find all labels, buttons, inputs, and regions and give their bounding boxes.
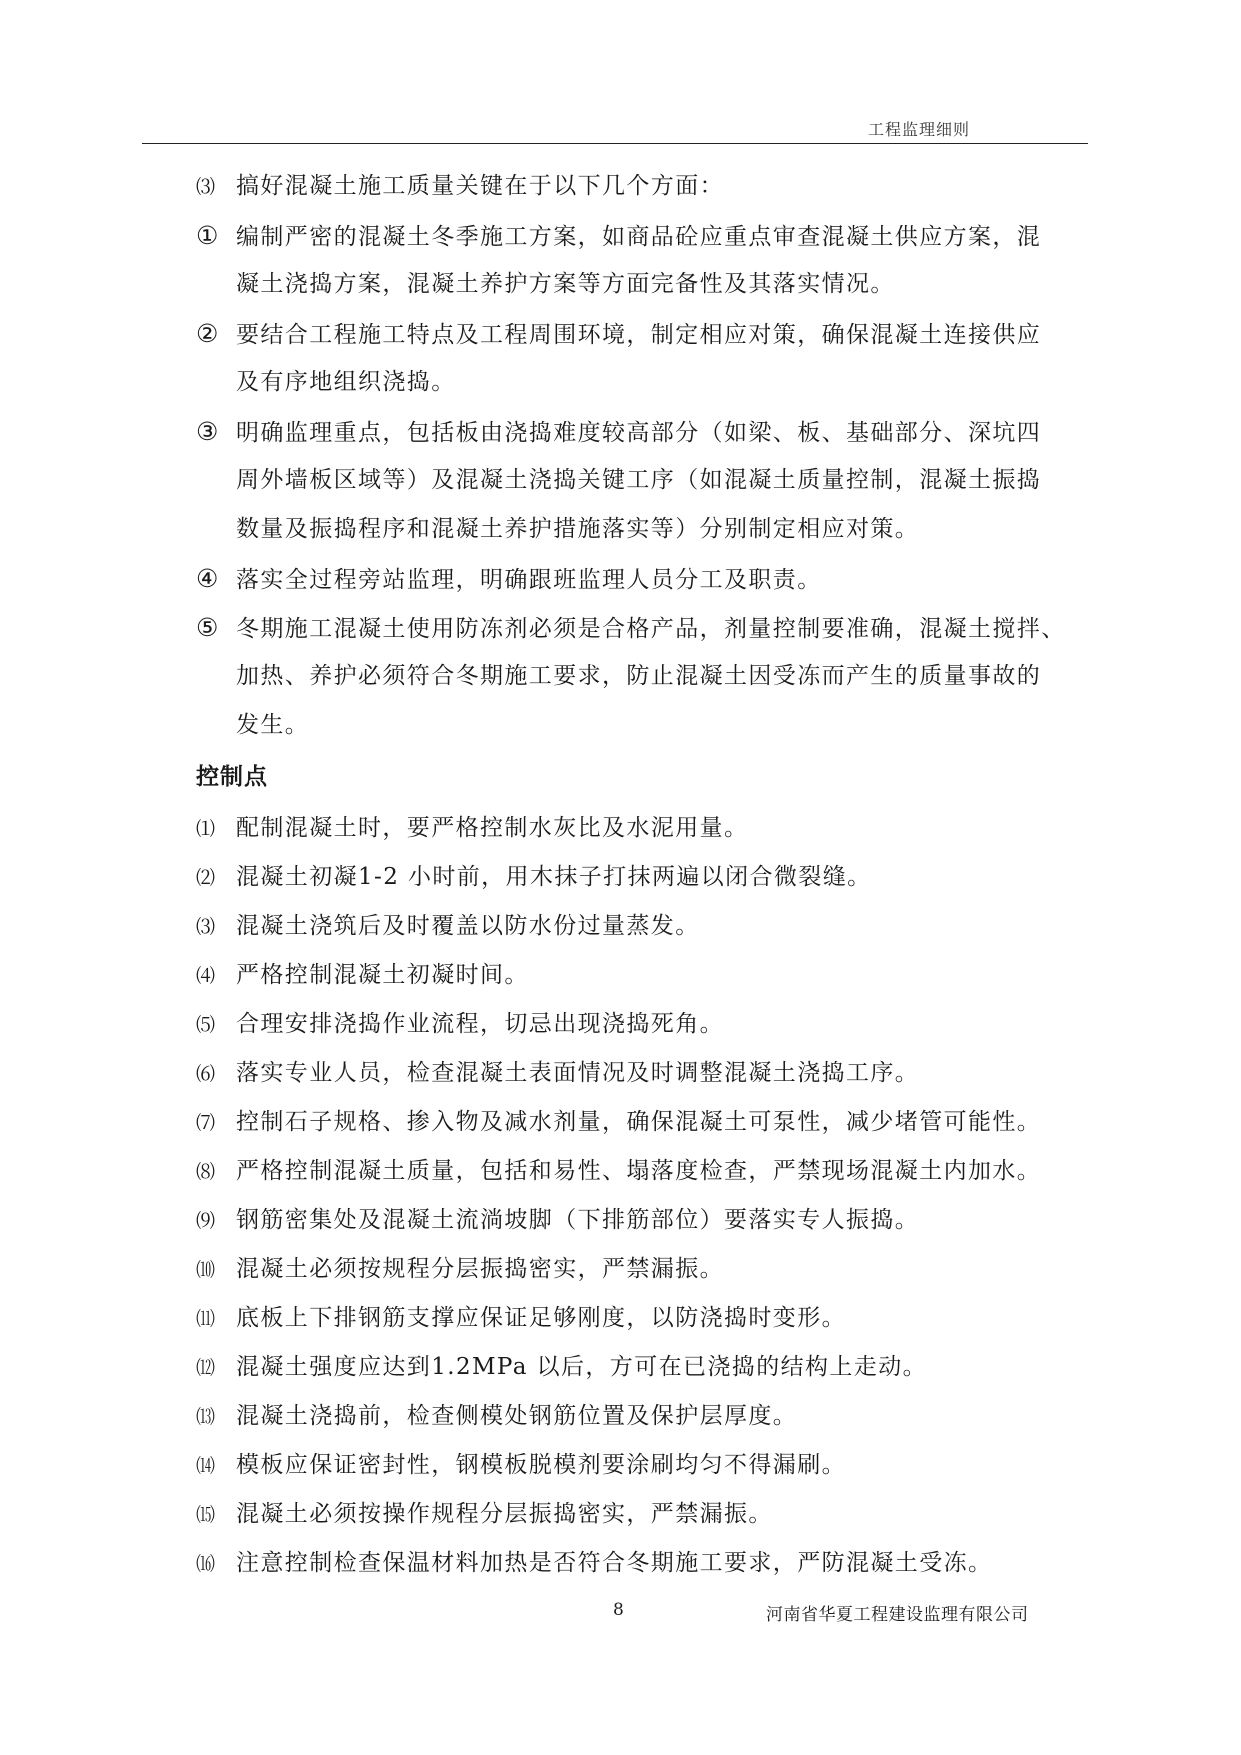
control-item <box>196 1098 1096 1147</box>
control-item <box>196 902 1096 951</box>
point-3 <box>196 407 1096 554</box>
control-text: 落实专业人员，检查混凝土表面情况及时调整混凝土浇捣工序。 <box>236 1060 920 1086</box>
point-number: ① <box>196 221 219 250</box>
control-item <box>196 1245 1096 1294</box>
control-text: 合理安排浇捣作业流程，切忌出现浇捣死角。 <box>236 1011 724 1037</box>
point-1 <box>196 211 1096 309</box>
point-number: ④ <box>196 564 219 593</box>
control-text: 混凝土强度应达到1.2MPa 以后，方可在已浇捣的结构上走动。 <box>236 1354 927 1380</box>
control-item <box>196 1294 1096 1343</box>
control-text: 严格控制混凝土初凝时间。 <box>236 962 529 988</box>
point-text: 编制严密的混凝土冬季施工方案，如商品砼应重点审查混凝土供应方案，混 <box>236 224 1042 250</box>
page-number: 8 <box>613 1600 624 1620</box>
control-item <box>196 1147 1096 1196</box>
control-number: ⑽ <box>196 1259 216 1281</box>
control-text: 混凝土浇筑后及时覆盖以防水份过量蒸发。 <box>236 913 700 939</box>
footer-company: 河南省华夏工程建设监理有限公司 <box>766 1605 1029 1625</box>
point-text: 加热、养护必须符合冬期施工要求，防止混凝土因受冻而产生的质量事故的 <box>236 663 1042 689</box>
control-number: ⑷ <box>196 965 216 987</box>
control-item <box>196 853 1096 902</box>
header-title: 工程监理细则 <box>868 120 971 139</box>
section-title: 控制点 <box>196 764 268 790</box>
control-text: 混凝土必须按规程分层振捣密实，严禁漏振。 <box>236 1256 724 1282</box>
control-text: 混凝土浇捣前，检查侧模处钢筋位置及保护层厚度。 <box>236 1403 798 1429</box>
point-5 <box>196 603 1096 750</box>
control-number: ⒃ <box>196 1553 216 1575</box>
control-number: ⑴ <box>196 818 216 840</box>
point-number: ⑤ <box>196 613 219 642</box>
control-item <box>196 1000 1096 1049</box>
intro-number: ⑶ <box>196 176 216 198</box>
page-content <box>196 160 1096 1588</box>
intro-text: 搞好混凝土施工质量关键在于以下几个方面： <box>236 173 724 199</box>
header-rule <box>142 143 1088 144</box>
point-text: 发生。 <box>236 712 310 738</box>
point-text: 数量及振捣程序和混凝土养护措施落实等）分别制定相应对策。 <box>236 516 920 542</box>
point-text: 要结合工程施工特点及工程周围环境，制定相应对策，确保混凝土连接供应 <box>236 322 1042 348</box>
point-text: 明确监理重点，包括板由浇捣难度较高部分（如梁、板、基础部分、深坑四 <box>236 420 1042 446</box>
control-item <box>196 1049 1096 1098</box>
point-text: 及有序地组织浇捣。 <box>236 369 456 395</box>
point-number: ② <box>196 319 219 348</box>
point-text: 冬期施工混凝土使用防冻剂必须是合格产品，剂量控制要准确，混凝土搅拌、 <box>236 616 1066 642</box>
control-number: ⑹ <box>196 1063 216 1085</box>
control-list <box>196 804 1096 1588</box>
control-item <box>196 951 1096 1000</box>
control-number: ⑿ <box>196 1357 216 1379</box>
point-2 <box>196 309 1096 407</box>
intro-line <box>196 160 1096 211</box>
point-4 <box>196 554 1096 603</box>
control-text: 钢筋密集处及混凝土流淌坡脚（下排筋部位）要落实专人振捣。 <box>236 1207 920 1233</box>
control-text: 配制混凝土时，要严格控制水灰比及水泥用量。 <box>236 815 749 841</box>
point-text: 周外墙板区域等）及混凝土浇捣关键工序（如混凝土质量控制，混凝土振捣 <box>236 467 1042 493</box>
control-number: ⑸ <box>196 1014 216 1036</box>
control-text: 混凝土必须按操作规程分层振捣密实，严禁漏振。 <box>236 1501 773 1527</box>
control-text: 控制石子规格、掺入物及减水剂量，确保混凝土可泵性，减少堵管可能性。 <box>236 1109 1042 1135</box>
point-number: ③ <box>196 417 219 446</box>
control-number: ⑾ <box>196 1308 216 1330</box>
control-text: 严格控制混凝土质量，包括和易性、塌落度检查，严禁现场混凝土内加水。 <box>236 1158 1042 1184</box>
point-text: 凝土浇捣方案，混凝土养护方案等方面完备性及其落实情况。 <box>236 271 895 297</box>
point-text: 落实全过程旁站监理，明确跟班监理人员分工及职责。 <box>236 567 822 593</box>
control-item <box>196 1441 1096 1490</box>
control-number: ⑺ <box>196 1112 216 1134</box>
control-number: ⑶ <box>196 916 216 938</box>
control-item <box>196 1343 1096 1392</box>
control-text: 混凝土初凝1-2 小时前，用木抹子打抹两遍以闭合微裂缝。 <box>236 864 872 890</box>
control-text: 底板上下排钢筋支撑应保证足够刚度，以防浇捣时变形。 <box>236 1305 846 1331</box>
control-text: 模板应保证密封性，钢模板脱模剂要涂刷均匀不得漏刷。 <box>236 1452 846 1478</box>
control-item <box>196 1490 1096 1539</box>
control-item <box>196 1392 1096 1441</box>
control-number: ⑼ <box>196 1210 216 1232</box>
control-item <box>196 804 1096 853</box>
control-number: ⑵ <box>196 867 216 889</box>
control-number: ⑻ <box>196 1161 216 1183</box>
control-item <box>196 1196 1096 1245</box>
control-number: ⒀ <box>196 1406 216 1428</box>
control-text: 注意控制检查保温材料加热是否符合冬期施工要求，严防混凝土受冻。 <box>236 1550 993 1576</box>
control-number: ⒁ <box>196 1455 216 1477</box>
control-number: ⒂ <box>196 1504 216 1526</box>
control-item <box>196 1539 1096 1588</box>
